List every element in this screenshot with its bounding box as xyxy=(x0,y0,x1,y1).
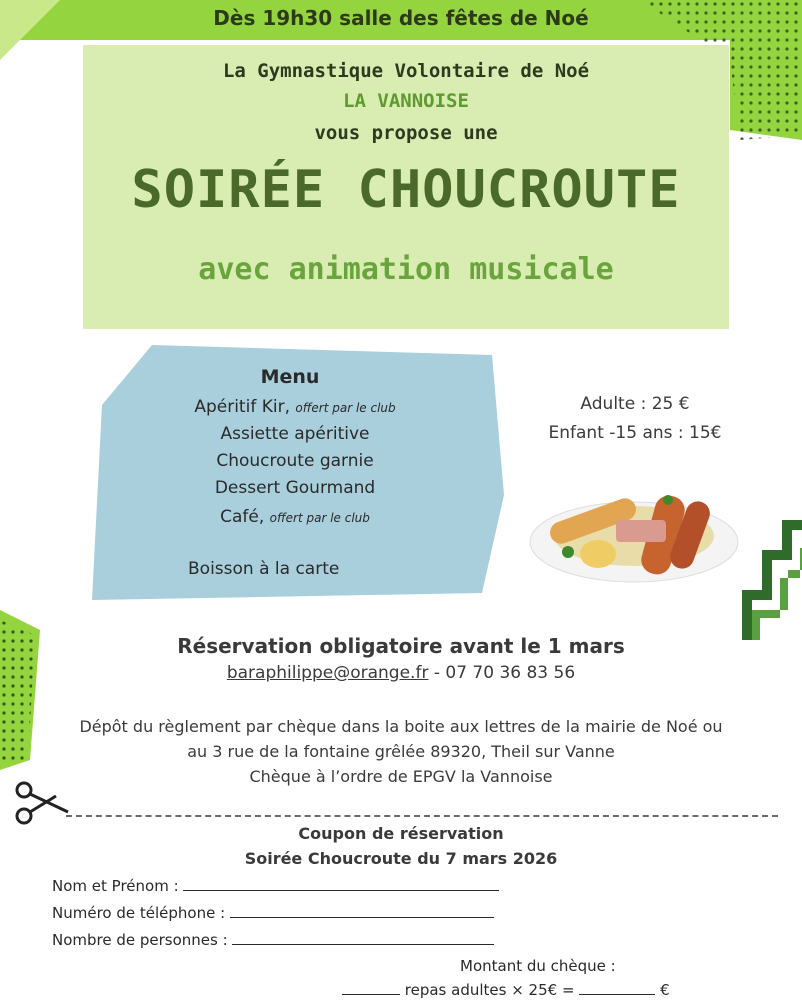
menu-drinks: Boisson à la carte xyxy=(188,559,340,579)
phone-field-row xyxy=(52,903,494,922)
menu-item: Café, offert par le club xyxy=(220,507,370,527)
menu-title: Menu xyxy=(260,366,320,388)
phone-label: Numéro de téléphone : xyxy=(52,904,226,922)
amount-label: Montant du chèque : xyxy=(460,957,616,975)
reservation-headline: Réservation obligatoire avant le 1 mars xyxy=(177,634,625,658)
proposes-text: vous propose une xyxy=(314,122,498,144)
reservation-contact xyxy=(0,663,802,683)
currency-symbol: € xyxy=(660,981,670,999)
adult-count-input-line[interactable] xyxy=(342,980,400,995)
name-input-line[interactable] xyxy=(183,876,499,891)
phone-input-line[interactable] xyxy=(230,903,494,918)
coupon-cut-line xyxy=(66,815,778,817)
club-name: LA VANNOISE xyxy=(343,90,469,112)
scissors-icon xyxy=(12,778,70,828)
choucroute-plate-image xyxy=(528,470,740,590)
name-field-row xyxy=(52,876,499,895)
event-subtitle: avec animation musicale xyxy=(198,252,614,287)
event-title: SOIRÉE CHOUCROUTE xyxy=(131,160,681,220)
menu-item: Assiette apéritive xyxy=(220,424,370,444)
adult-meals-row xyxy=(342,980,670,999)
menu-item: Apéritif Kir, offert par le club xyxy=(194,397,396,417)
organizer-name: La Gymnastique Volontaire de Noé xyxy=(222,60,590,82)
email-link[interactable]: baraphilippe@orange.fr xyxy=(226,663,429,683)
people-label: Nombre de personnes : xyxy=(52,931,228,949)
name-label: Nom et Prénom : xyxy=(52,877,179,895)
people-field-row xyxy=(52,930,494,949)
decorative-green-steps xyxy=(732,520,802,640)
price-child: Enfant -15 ans : 15€ xyxy=(548,423,722,443)
adult-meals-label: repas adultes × 25€ = xyxy=(404,981,575,999)
event-time-place: Dès 19h30 salle des fêtes de Noé xyxy=(213,6,589,30)
payment-line-1: Dépôt du règlement par chèque dans la boite aux lettres de la mairie de Noé ou xyxy=(79,717,723,736)
coupon-subtitle: Soirée Choucroute du 7 mars 2026 xyxy=(244,849,558,868)
payment-line-2: au 3 rue de la fontaine grêlée 89320, Theil sur Vanne xyxy=(187,742,615,761)
people-input-line[interactable] xyxy=(232,930,494,945)
adult-total-input-line[interactable] xyxy=(579,980,655,995)
phone-number: - 07 70 36 83 56 xyxy=(428,663,576,683)
coupon-title: Coupon de réservation xyxy=(298,824,504,843)
menu-item: Choucroute garnie xyxy=(216,451,374,471)
price-adult: Adulte : 25 € xyxy=(580,394,690,414)
payment-line-3: Chèque à l’ordre de EPGV la Vannoise xyxy=(249,767,553,786)
menu-item: Dessert Gourmand xyxy=(214,478,376,498)
